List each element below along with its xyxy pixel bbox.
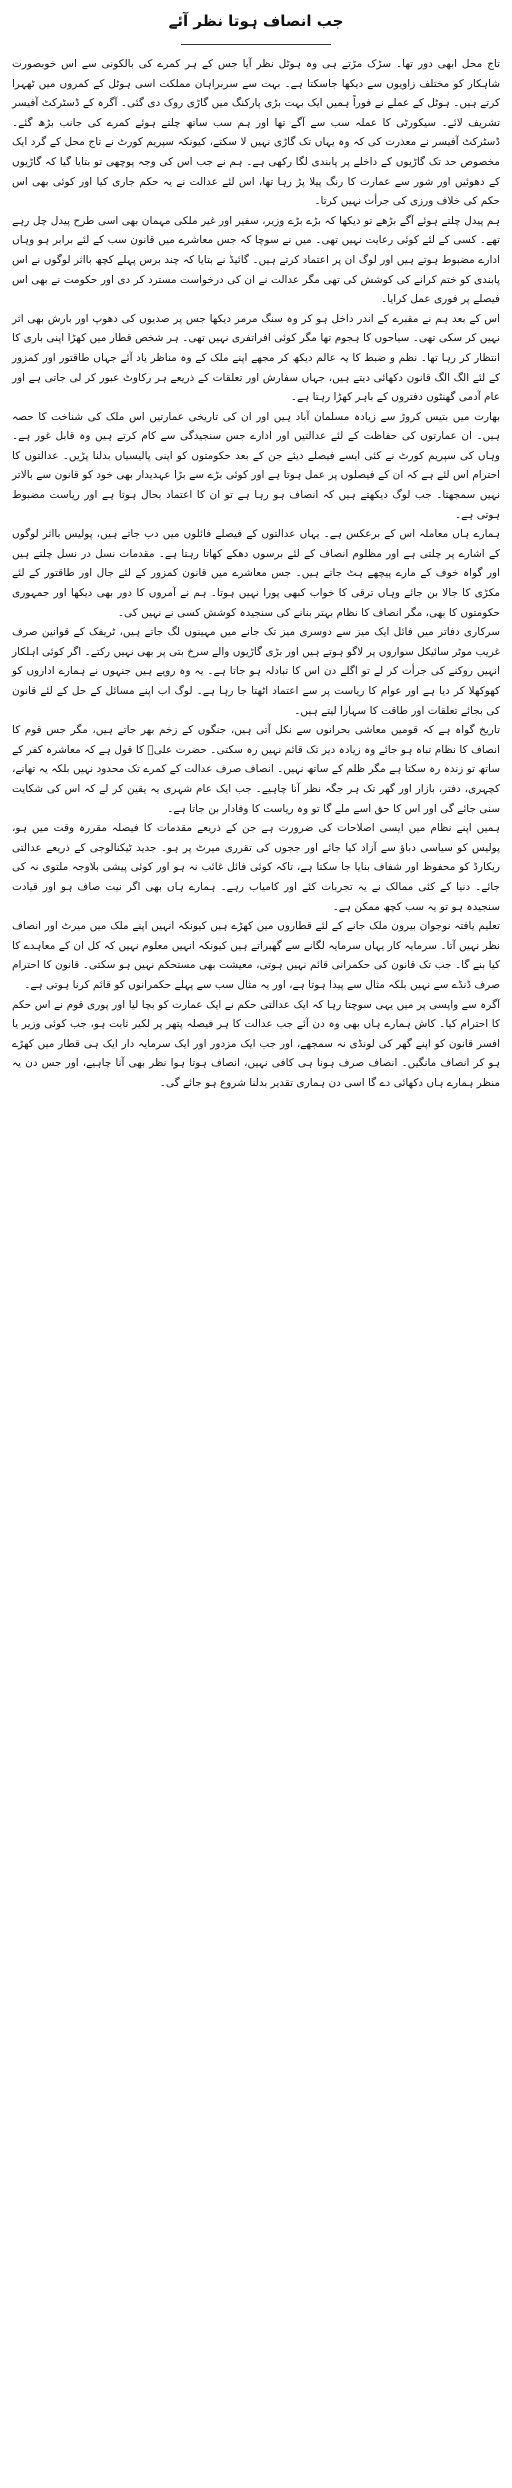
article-paragraph-4: بھارت میں بتیس کروڑ سے زیادہ مسلمان آباد ہیں اور ان کی تاریخی عمارتیں اس ملک کی شناخت کا حصہ ہیں۔ ان عمارتوں کی حفاظت کے لئے عدالتیں اور ادارے جس سنجیدگی سے کام کرتے ہیں وہ قابل غور ہے۔ وہاں کی سپریم کورٹ نے کئی ایسے فیصلے دیئے جن کے بعد حکومتوں کو اپنی پالیسیاں بدلنا پڑیں۔ عدالتوں کا احترام اس لئے ہے کہ ان کے فیصلوں پر عمل ہوتا ہے اور کوئی بڑے سے بڑا عہدیدار بھی خود کو قانون سے بالاتر نہیں سمجھتا۔ جب لوگ دیکھتے ہیں کہ انصاف ہو رہا ہے تو ان کا اعتماد بحال ہوتا ہے اور ریاست مضبوط ہوتی ہے۔: [12, 410, 500, 521]
article-paragraph-9: تعلیم یافتہ نوجوان بیرون ملک جانے کے لئے قطاروں میں کھڑے ہیں کیونکہ انہیں اپنے ملک میں میرٹ اور انصاف نظر نہیں آتا۔ سرمایہ کار یہاں سرمایہ لگانے سے گھبراتے ہیں کیونکہ انہیں معلوم نہیں کہ کل ان کے معاہدے کا کیا بنے گا۔ جب تک قانون کی حکمرانی قائم نہیں ہوتی، معیشت بھی مستحکم نہیں ہو سکتی۔ قانون کا احترام صرف ڈنڈے سے نہیں بلکہ مثال سے پیدا ہوتا ہے، اور یہ مثال سب سے پہلے حکمرانوں کو قائم کرنا ہوتی ہے۔: [12, 920, 500, 991]
article-paragraph-8: ہمیں اپنے نظام میں ایسی اصلاحات کی ضرورت ہے جن کے ذریعے مقدمات کا فیصلہ مقررہ وقت میں ہو، پولیس کو سیاسی دباؤ سے آزاد کیا جائے اور ججوں کی تقرری میرٹ پر ہو۔ جدید ٹیکنالوجی کے ذریعے عدالتی ریکارڈ کو محفوظ اور شفاف بنایا جا سکتا ہے، تاکہ کوئی فائل غائب نہ ہو اور کوئی پیشی بلاوجہ ملتوی نہ کی جائے۔ دنیا کے کئی ممالک نے یہ تجربات کئے اور کامیاب رہے۔ ہمارے ہاں بھی اگر نیت صاف ہو اور قیادت سنجیدہ ہو تو یہ سب کچھ ممکن ہے۔: [12, 822, 500, 913]
headline-divider: [181, 44, 331, 45]
article-paragraph-10: آگرہ سے واپسی پر میں یہی سوچتا رہا کہ ایک عدالتی حکم نے ایک عمارت کو بچا لیا اور پوری قوم نے اس حکم کا احترام کیا۔ کاش ہمارے ہاں بھی وہ دن آئے جب عدالت کا ہر فیصلہ پتھر پر لکیر ثابت ہو، جب کوئی وزیر یا افسر قانون کو اپنے گھر کی لونڈی نہ سمجھے، اور جب ایک مزدور اور ایک سرمایہ دار ایک ہی قطار میں کھڑے ہو کر انصاف مانگیں۔ انصاف صرف ہونا ہی کافی نہیں، انصاف ہوتا ہوا نظر بھی آنا چاہیے، اور جس دن یہ منظر ہمارے ہاں دکھائی دے گا اسی دن ہماری تقدیر بدلنا شروع ہو جائے گی۔: [12, 998, 500, 1089]
article-headline: جب انصاف ہوتا نظر آئے: [168, 12, 344, 30]
article-paragraph-2: ہم پیدل چلتے ہوئے آگے بڑھے تو دیکھا کہ بڑے بڑے وزیر، سفیر اور غیر ملکی مہمان بھی اسی طرح پیدل چل رہے تھے۔ کسی کے لئے کوئی رعایت نہیں تھی۔ میں نے سوچا کہ جس معاشرے میں قانون سب کے لئے برابر ہو وہاں ادارے مضبوط ہوتے ہیں اور لوگ ان پر اعتماد کرتے ہیں۔ گائیڈ نے بتایا کہ چند برس پہلے کچھ بااثر لوگوں نے اس پابندی کو ختم کرانے کی کوشش کی تھی مگر عدالت نے ان کی درخواست مسترد کر دی اور حکومت نے بھی اس فیصلے پر فوری عمل کرایا۔: [12, 214, 500, 306]
article-paragraph-5: ہمارے ہاں معاملہ اس کے برعکس ہے۔ یہاں عدالتوں کے فیصلے فائلوں میں دب جاتے ہیں، پولیس بااثر لوگوں کے اشارے پر چلتی ہے اور مظلوم انصاف کے لئے برسوں دھکے کھاتا رہتا ہے۔ مقدمات نسل در نسل چلتے ہیں اور گواہ خوف کے مارے پیچھے ہٹ جاتے ہیں۔ جس معاشرے میں قانون کمزور کے لئے جال اور طاقتور کے لئے مکڑی کا جالا بن جائے وہاں ترقی کا خواب کبھی پورا نہیں ہوتا۔ ہم نے آمروں کا دور بھی دیکھا اور جمہوری حکومتوں کا بھی، مگر انصاف کا نظام بہتر بنانے کی سنجیدہ کوشش کسی نے نہیں کی۔: [12, 528, 500, 619]
article-body: [12, 55, 500, 1093]
article-paragraph-7: تاریخ گواہ ہے کہ قومیں معاشی بحرانوں سے نکل آتی ہیں، جنگوں کے زخم بھر جاتے ہیں، مگر جس قوم کا انصاف کا نظام تباہ ہو جائے وہ زیادہ دیر تک قائم نہیں رہ سکتی۔ حضرت علیؓ کا قول ہے کہ معاشرہ کفر کے ساتھ تو زندہ رہ سکتا ہے مگر ظلم کے ساتھ نہیں۔ انصاف صرف عدالت کے کمرے تک محدود نہیں بلکہ یہ تھانے، کچہری، دفتر، بازار اور گھر تک ہر جگہ نظر آنا چاہیے۔ جب ایک عام شہری یہ یقین کر لے کہ اس کی شکایت سنی جائے گی اور اس کا حق اسے ملے گا تو وہ ریاست کا وفادار بن جاتا ہے۔: [12, 724, 500, 815]
article-paragraph-6: سرکاری دفاتر میں فائل ایک میز سے دوسری میز تک جانے میں مہینوں لگ جاتے ہیں، ٹریفک کے قوانین صرف غریب موٹر سائیکل سواروں پر لاگو ہوتے ہیں اور بڑی گاڑیوں والے سرخ بتی پر بھی نہیں رکتے۔ اگر کوئی اہلکار انہیں روکنے کی جرأت کر لے تو اگلے دن اس کا تبادلہ ہو جاتا ہے۔ یہ وہ رویے ہیں جنہوں نے ہمارے اداروں کو کھوکھلا کر دیا ہے اور عوام کا ریاست پر سے اعتماد اٹھتا جا رہا ہے۔ لوگ اب اپنے مسائل کے حل کے لئے قانون کی بجائے تعلقات اور طاقت کا سہارا لیتے ہیں۔: [12, 626, 500, 717]
article-paragraph-1: تاج محل ابھی دور تھا۔ سڑک مڑتے ہی وہ ہوٹل نظر آیا جس کے ہر کمرے کی بالکونی سے اس خوبصورت شاہکار کو مختلف زاویوں سے دیکھا جاسکتا ہے۔ بہت سے سربراہان مملکت اسی ہوٹل کے کمروں میں ٹھہرا کرتے ہیں۔ ہوٹل کے عملے نے فوراً ہمیں ایک بہت بڑی پارکنگ میں گاڑی روک دی گئی۔ آگرہ کے ڈسٹرکٹ آفیسر تشریف لائے۔ سیکورٹی کا عملہ سب سے آگے تھا اور ہم سب ساتھ چلتے ہوئے کمرے کی جانب بڑھ گئے۔ ڈسٹرکٹ آفیسر نے معذرت کی کہ وہ یہاں تک گاڑی نہیں لا سکتے، کیونکہ سپریم کورٹ نے تاج محل کے گرد ایک مخصوص حد تک گاڑیوں کے داخلے پر پابندی لگا رکھی ہے۔ ہم نے جب اس کی وجہ پوچھی تو بتایا گیا کہ گاڑیوں کے دھوئیں اور شور سے عمارت کا رنگ پیلا پڑ رہا تھا، اس لئے عدالت نے یہ حکم جاری کیا اور کوئی بھی اس حکم کی خلاف ورزی کی جرأت نہیں کرتا۔: [12, 58, 500, 208]
article-paragraph-3: اس کے بعد ہم نے مقبرے کے اندر داخل ہو کر وہ سنگ مرمر دیکھا جس پر صدیوں کی دھوپ اور بارش بھی اثر نہیں کر سکی تھی۔ سیاحوں کا ہجوم تھا مگر کوئی افراتفری نہیں تھی۔ ہر شخص قطار میں کھڑا اپنی باری کا انتظار کر رہا تھا۔ نظم و ضبط کا یہ عالم دیکھ کر مجھے اپنے ملک کے وہ مناظر یاد آئے جہاں طاقتور اور کمزور کے لئے الگ الگ قانون دکھائی دیتے ہیں، جہاں سفارش اور تعلقات کے ذریعے ہر رکاوٹ عبور کر لی جاتی ہے اور عام آدمی گھنٹوں دفتروں کے باہر کھڑا رہتا ہے۔: [12, 312, 500, 404]
